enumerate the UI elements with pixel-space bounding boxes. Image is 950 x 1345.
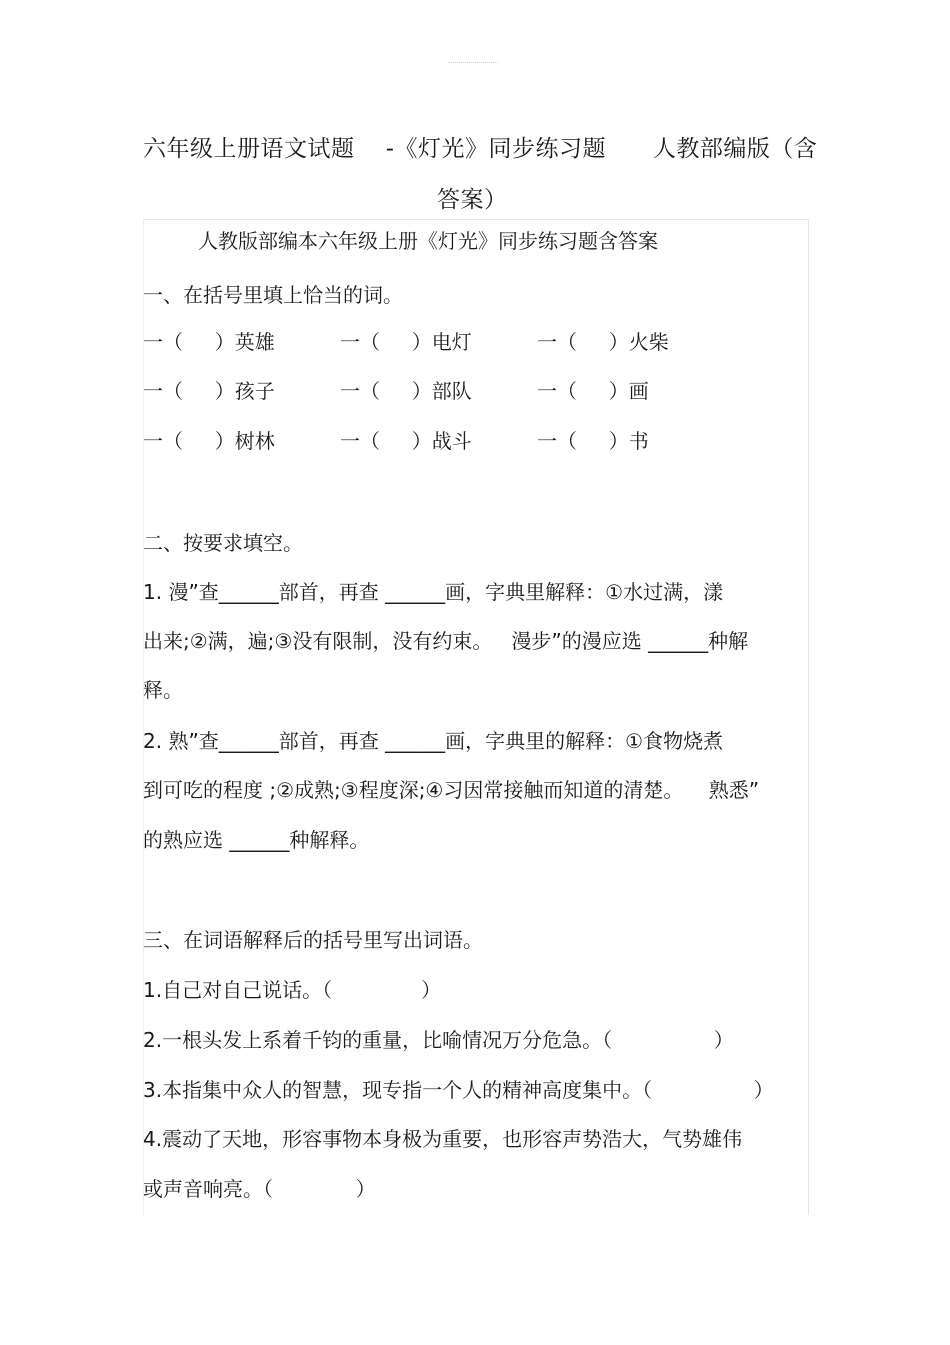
section-2-line: 1. 漫”查______部首，再查 ______画，字典里解释：①水过满，漾 [143,580,724,604]
fill-blank-item: 一（ ）书 [537,429,649,453]
fill-blank-item: 一（ ）树林 [143,429,275,453]
fill-blank-item: 一（ ）部队 [340,379,472,403]
section-3-line: 1.自己对自己说话。（ ） [143,978,442,1002]
fill-blank-item: 一（ ）战斗 [340,429,472,453]
section-3-line: 或声音响亮。（ ） [143,1177,376,1201]
section-2-line: 的熟应选 ______种解释。 [143,828,370,852]
fill-blank-item: 一（ ）火柴 [537,330,669,354]
doc-title-line-1: 六年级上册语文试题 -《灯光》同步练习题 人教部编版（含 [143,136,818,162]
section-3-line: 2.一根头发上系着千钧的重量，比喻情况万分危急。（ ） [143,1028,734,1052]
doc-title-line-2: 答案） [437,187,508,213]
header-mark [448,62,498,65]
fill-blank-item: 一（ ）画 [537,379,649,403]
section-2-line: 出来;②满，遍;③没有限制，没有约束。 漫步”的漫应选 ______种解 [143,629,749,653]
fill-blank-item: 一（ ）孩子 [143,379,275,403]
section-3-heading: 三、在词语解释后的括号里写出词语。 [143,928,483,952]
section-2-line: 2. 熟”查______部首，再查 ______画，字典里的解释：①食物烧煮 [143,729,724,753]
section-1-heading: 一、在括号里填上恰当的词。 [143,283,403,307]
content-frame [143,219,809,1215]
section-3-line: 3.本指集中众人的智慧，现专指一个人的精神高度集中。（ ） [143,1078,774,1102]
section-2-line: 到可吃的程度 ;②成熟;③程度深;④习因常接触而知道的清楚。 熟悉” [143,778,760,802]
doc-subtitle: 人教版部编本六年级上册《灯光》同步练习题含答案 [198,229,658,253]
fill-blank-item: 一（ ）电灯 [340,330,472,354]
section-2-heading: 二、按要求填空。 [143,531,303,555]
section-2-line: 释。 [143,678,183,702]
section-3-line: 4.震动了天地，形容事物本身极为重要，也形容声势浩大，气势雄伟 [143,1127,743,1151]
fill-blank-item: 一（ ）英雄 [143,330,275,354]
